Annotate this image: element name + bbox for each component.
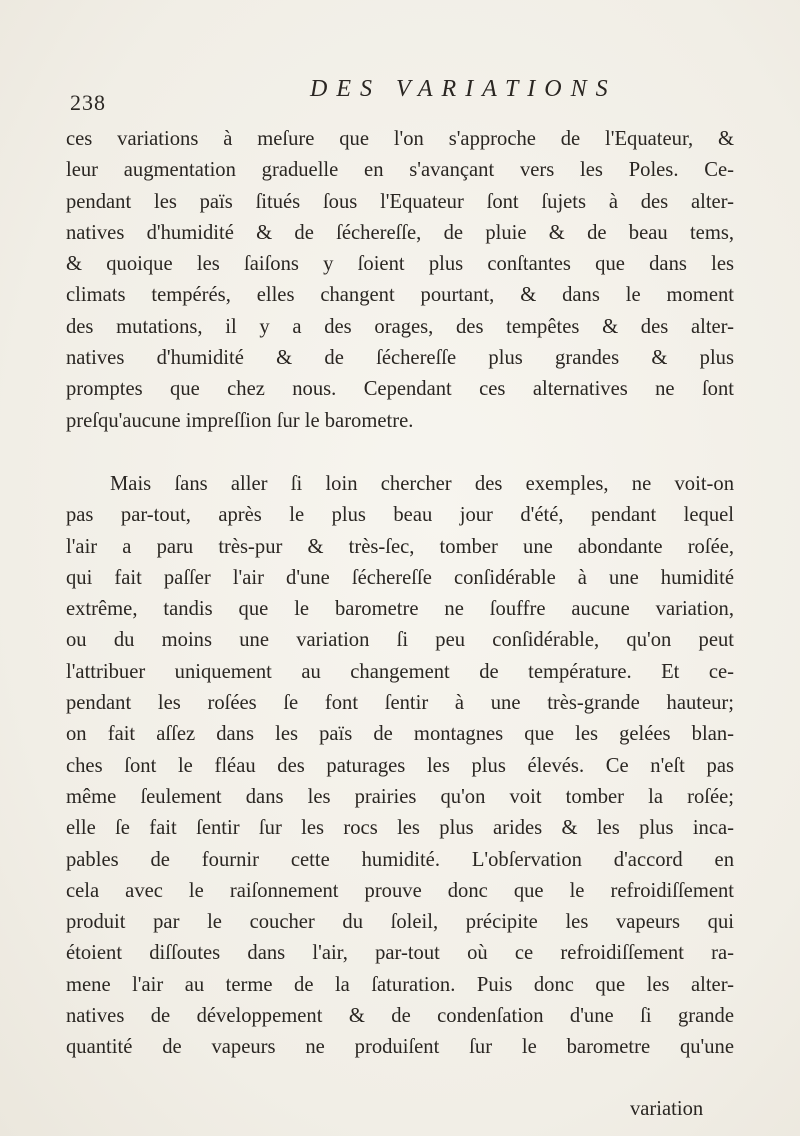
text-line: produit par le coucher du ſoleil, précipite les vapeurs qui [66, 911, 734, 934]
running-head: DES VARIATIONS [310, 76, 617, 102]
text-line: ou du moins une variation ſi peu conſidérable, qu'on peut [66, 629, 734, 652]
text-line: des mutations, il y a des orages, des tempêtes & des alter- [66, 315, 734, 338]
text-line: & quoique les ſaiſons y ſoient plus conſtantes que dans les [66, 253, 734, 276]
text-line: natives d'humidité & de ſéchereſſe plus grandes & plus [66, 347, 734, 370]
text-line: natives de développement & de condenſation d'une ſi grande [66, 1005, 734, 1028]
body-text [66, 124, 734, 1064]
text-line: mene l'air au terme de la ſaturation. Puis donc que les alter- [66, 973, 734, 996]
text-line: qui fait paſſer l'air d'une ſéchereſſe conſidérable à une humidité [66, 566, 734, 589]
text-line: on fait aſſez dans les païs de montagnes que les gelées blan- [66, 723, 734, 746]
text-line: extrême, tandis que le barometre ne ſouffre aucune variation, [66, 598, 734, 621]
page-header [70, 72, 730, 115]
text-line: pendant les païs ſitués ſous l'Equateur ſont ſujets à des alter- [66, 190, 734, 213]
text-line: elle ſe fait ſentir ſur les rocs les plus arides & les plus inca- [66, 817, 734, 840]
paragraph [66, 469, 734, 1064]
text-line: natives d'humidité & de ſéchereſſe, de pluie & de beau tems, [66, 221, 734, 244]
text-line: pables de fournir cette humidité. L'obſervation d'accord en [66, 848, 734, 871]
text-line: l'attribuer uniquement au changement de température. Et ce- [66, 660, 734, 683]
text-line: Mais ſans aller ſi loin chercher des exemples, ne voit-on [110, 472, 734, 495]
text-line: ces variations à meſure que l'on s'approche de l'Equateur, & [66, 128, 734, 150]
catchword: variation [630, 1098, 704, 1120]
text-line: ches ſont le fléau des paturages les plus élevés. Ce n'eſt pas [66, 754, 734, 777]
paragraph-gap [66, 437, 734, 469]
text-line: pendant les roſées ſe font ſentir à une très-grande hauteur; [66, 692, 734, 715]
text-line: climats tempérés, elles changent pourtant, & dans le moment [66, 284, 734, 307]
text-line: même ſeulement dans les prairies qu'on voit tomber la roſée; [66, 785, 734, 808]
text-line: quantité de vapeurs ne produiſent ſur le barometre qu'une [66, 1036, 734, 1059]
text-line: preſqu'aucune impreſſion ſur le barometre. [66, 409, 414, 432]
text-line: l'air a paru très-pur & très-ſec, tomber une abondante roſée, [66, 535, 734, 558]
paragraph [66, 124, 734, 437]
text-line: promptes que chez nous. Cependant ces alternatives ne ſont [66, 378, 734, 401]
text-line: cela avec le raiſonnement prouve donc que le refroidiſſement [66, 879, 734, 902]
text-line: pas par-tout, après le plus beau jour d'été, pendant lequel [66, 504, 734, 527]
text-line: leur augmentation graduelle en s'avançant vers les Poles. Ce- [66, 159, 734, 182]
text-line: étoient diſſoutes dans l'air, par-tout où ce refroidiſſement ra- [66, 942, 734, 965]
page-number: 238 [70, 90, 106, 115]
